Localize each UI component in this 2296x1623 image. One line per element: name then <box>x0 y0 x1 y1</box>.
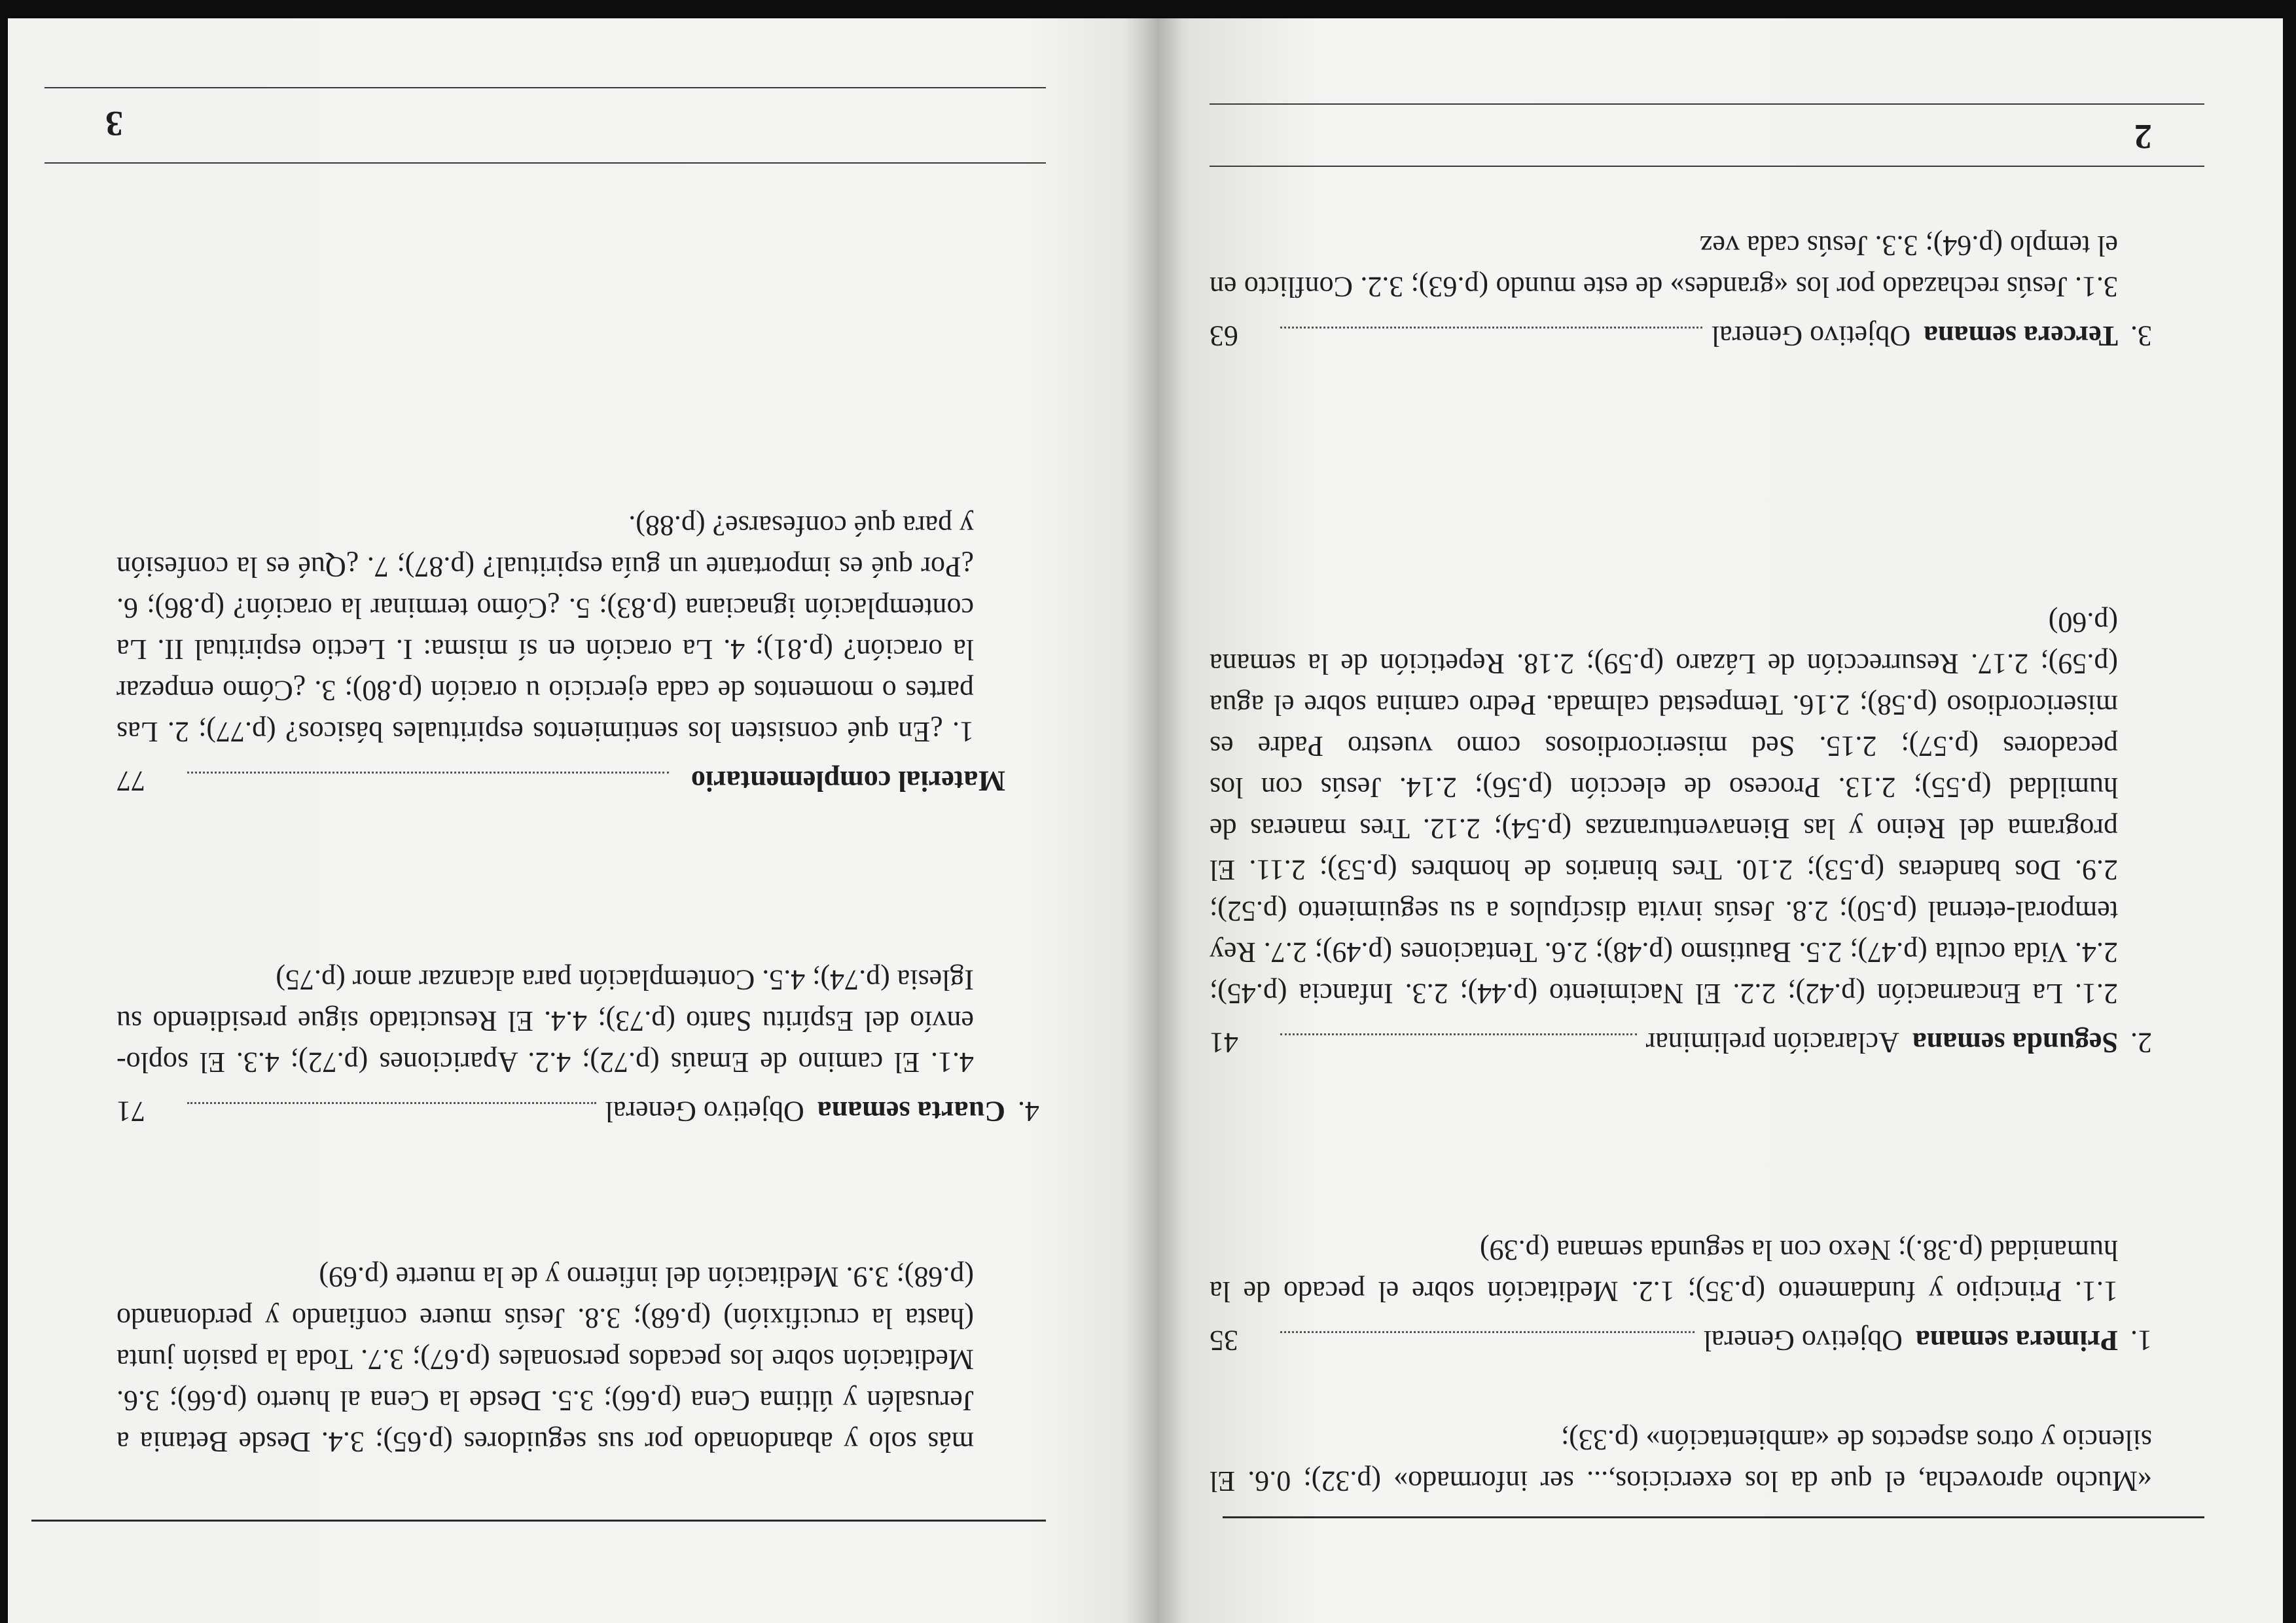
section-body-text: 1. ¿En qué consisten los sentimientos espirituales básicos? (p.77); 2. Las partes o momentos de cada ejercicio u oración (p.80); 3. ¿Cómo empezar la oración? (p.81); 4. La oración en sí misma: I. Lectio espiritual II. La contemplación ignaciana (p.83); 5. ¿Cómo terminar la oración? (p.86); 6. ¿Por qué es importante un guía espiritual? (p.87); 7. ¿Qué es la confesión y para qué confesarse? (p.88). <box>117 510 974 748</box>
section-title: Primera semana <box>1915 1325 2118 1357</box>
section-body-text: 2.1. La Encarnación (p.42); 2.2. El Nacimiento (p.44); 2.3. Infancia (p.45); 2.4. Vida oculta (p.47); 2.5. Bautismo (p.48); 2.6. Tentaciones (p.49); 2.7. Rey temporal-eternal (p.50); 2.8. Jesús invita discípulos a su seguimiento (p.52); 2.9. Dos banderas (p.53); 2.10. Tres binarios de hombres (p.53); 2.11. El programa del Reino y las Bienaventuranzas (p.54); 2.12. Tres maneras de humildad (p.55); 2.13. Proceso de elección (p.56); 2.14. Jesús con los pecadores (p.57); 2.15. Sed misericordiosos como vuestro Padre es misericordioso (p.58); 2.16. Tempestad calmada. Pedro camina sobre el agua (p.59); 2.17. Resurrección de Lázaro (p.59); 2.18. Repetición de la semana (p.60) <box>1210 607 2118 1010</box>
section-subtitle: Aclaración preliminar <box>1645 1027 1899 1059</box>
section-body-text: 3.1. Jesús rechazado por los «grandes» de este mundo (p.63); 3.2. Conflicto en el templo (p.64); 3.3. Jesús cada vez <box>1210 230 2118 303</box>
section-subtitle: Objetivo General <box>605 1096 804 1128</box>
toc-entry-tercera-semana <box>1210 315 2152 357</box>
section-subtitle: Objetivo General <box>1703 1325 1903 1357</box>
section-body-material <box>117 505 974 753</box>
toc-entry-segunda-semana <box>1210 1022 2152 1063</box>
section-title: Tercera semana <box>1924 320 2118 352</box>
continuation-text: más solo y abandonado por sus seguidores (p.65); 3.4. Desde Betania a Jerusalén y última Cena (p.66); 3.5. Desde la Cena al huerto (p.66); 3.6. Meditación sobre los pecados personales (p.67); 3.7. Toda la pasión junta (hasta la crucifixión) (p.68); 3.8. Jesús muere confiando y perdonando (p.68); 3.9. Meditación del infierno y de la muerte (p.69) <box>117 1261 974 1458</box>
bottom-rule <box>45 162 1046 164</box>
section-page-number: 35 <box>1210 1325 1238 1357</box>
dot-leader <box>1280 327 1702 329</box>
page-number-right: 3 <box>105 104 123 143</box>
section-page-number: 71 <box>117 1096 145 1128</box>
section-body-segunda <box>1210 602 2118 1014</box>
section-body-primera <box>1210 1230 2118 1312</box>
dot-leader <box>187 772 669 774</box>
bottom-rule-2 <box>1210 103 2204 105</box>
section-body-text: 4.1. El camino de Emaús (p.72); 4.2. Apariciones (p.72); 4.3. El soplo-envío del Espíritu Santo (p.73); 4.4. El Resucitado sigue presidiendo su Iglesia (p.74); 4.5. Contemplación para alcanzar amor (p.75) <box>117 964 974 1079</box>
section-title: Segunda semana <box>1912 1027 2118 1059</box>
section-page-number: 63 <box>1210 320 1238 352</box>
dot-leader <box>187 1102 596 1104</box>
section-title: Material complementario <box>691 765 1005 797</box>
section-body-cuarta <box>117 959 974 1083</box>
bottom-rule-2 <box>45 87 1046 88</box>
toc-entry-primera-semana <box>1210 1320 2152 1361</box>
section-body-tercera <box>1210 183 2118 308</box>
section-subtitle: Objetivo General <box>1711 320 1911 352</box>
top-rule <box>1223 1516 2204 1518</box>
section-number: 1. <box>2130 1325 2152 1357</box>
top-rule <box>31 1520 1046 1522</box>
section-page-number: 77 <box>117 765 145 797</box>
section-number: 3. <box>2130 320 2152 352</box>
toc-entry-material-complementario <box>117 760 1039 802</box>
left-page <box>1157 18 2283 1623</box>
intro-text: «Mucho aprovecha, el que da los exercicios,... ser informado» (p.32); 0.6. El silencio y otros aspectos de «ambientación» (p.33); <box>1210 1424 2152 1497</box>
section-number: 4. <box>1018 1096 1039 1128</box>
section-page-number: 41 <box>1210 1027 1238 1059</box>
page-number-left: 2 <box>2134 117 2152 156</box>
section-number: 2. <box>2130 1027 2152 1059</box>
dot-leader <box>1280 1033 1637 1035</box>
section-title: Cuarta semana <box>817 1096 1005 1128</box>
right-page <box>8 18 1157 1623</box>
bottom-rule <box>1210 166 2204 167</box>
intro-paragraph <box>1210 1419 2152 1502</box>
continuation-paragraph <box>117 1257 974 1463</box>
section-body-text: 1.1. Principio y fundamento (p.35); 1.2. Meditación sobre el pecado de la humanidad (p.38.); Nexo con la segunda semana (p.39) <box>1210 1234 2118 1308</box>
toc-entry-cuarta-semana <box>117 1091 1039 1132</box>
dot-leader <box>1280 1331 1695 1333</box>
